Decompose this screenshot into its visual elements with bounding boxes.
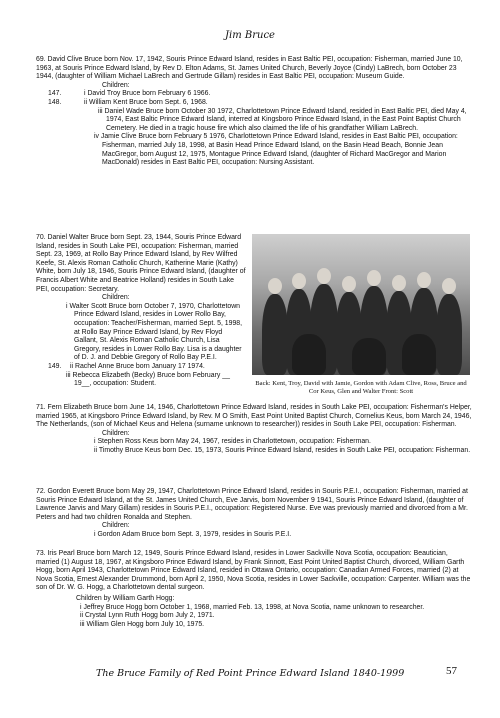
child-text: ii Timothy Bruce Keus born Dec. 15, 1973, Souris Prince Edward Island, resides in South Lake PEI, occupation: Fisherman. [94, 446, 471, 454]
page-header: Jim Bruce [225, 30, 275, 41]
child-number: 147. [48, 90, 62, 98]
child-text: iii William Glen Hogg born July 10, 1975. [80, 620, 205, 628]
children-label: Children: [102, 522, 130, 530]
child-line [36, 363, 246, 372]
child-text: i Jeffrey Bruce Hogg born October 1, 1968, married Feb. 13, 1998, at Nova Scotia, name unknown to researcher. [80, 603, 425, 611]
child-text: i Walter Scott Bruce born October 7, 1970, Charlottetown Prince Edward Island, resides in Lower Rollo Bay, occupation: Teacher/Fisherman, married Sept. 5, 1998, at Rollo Bay Prince Edward Island, by Rev Floyd Gallant, St. Alexis Roman Catholic Church, Lisa Gregory, resides in Lower Rollo Bay. Lisa is a daughter of D. J. and Debbie Gregory of Rollo Bay P.E.I. [66, 302, 243, 362]
child-text: ii Rachel Anne Bruce born January 17 1974. [70, 362, 205, 370]
child-number: 148. [48, 98, 62, 106]
entry-71 [36, 404, 472, 456]
entry-69-intro: 69. David Clive Bruce born Nov. 17, 1942, Souris Prince Edward Island, resides in East Baltic PEI, occupation: Fisherman, married June 10, 1963, at Souris Prince Edward Island, by Rev D. Elton Adams, St. James United Church, Beverly Joyce (Cindy) LaBrech, born October 23 1944, (daughter of William Michael LaBrech and Gertrude Gillam) resides in East Baltic PEI, occupation: Museum Guide. [36, 56, 463, 81]
entry-73-intro: 73. Iris Pearl Bruce born March 12, 1949, Souris Prince Edward Island, resides in Lower Sackville Nova Scotia, occupation: Beautician, married (1) August 18, 1967, at Kingsboro Prince Edward Island, by Frank Sinnott, East Point United Baptist Church, divorced, William Garth Hogg, born April 1943, Charlottetown Prince Edward Island, resided in Ottawa Ontario, occupation: Canadian Armed Forces, married (2) at Nova Scotia, Ernest Alexander Drummond, born April 2, 1950, Nova Scotia, resides in Lower Sackville, occupation: Carpenter. William was the son of Dr. W. G. Hogg, a Charlottetown dental surgeon. [36, 550, 471, 592]
children-label: Children: [102, 429, 130, 437]
child-text: ii William Kent Bruce born Sept. 6, 1968. [84, 98, 208, 106]
footer-title: The Bruce Family of Red Point Prince Edward Island 1840-1999 [96, 668, 405, 679]
page-number: 57 [446, 665, 457, 677]
child-line [36, 99, 472, 108]
child-line [36, 90, 472, 99]
photo-caption: Back: Kent, Troy, David with Jamie, Gordon with Adam Clive, Ross, Bruce and Cor Keus, Glen and Walter Front: Scott [255, 380, 467, 396]
child-text: i Gordon Adam Bruce born Sept. 3, 1979, resides in Souris P.E.I. [94, 530, 292, 538]
children-label: Children: [102, 81, 130, 89]
child-text: ii Crystal Lynn Ruth Hogg born July 2, 1971. [80, 612, 215, 620]
entry-72 [36, 488, 472, 540]
child-text: iii Rebecca Elizabeth (Becky) Bruce born February __ 19__, occupation: Student. [66, 371, 230, 388]
entry-72-intro: 72. Gordon Everett Bruce born May 29, 1947, Charlottetown Prince Edward Island, resides in Souris P.E.I., occupation: Fisherman, married at Souris Prince Edward Island, at the St. James United Church, Eve Jarvis, born November 9 1941, Souris Prince Edward Island, (daughter of Lawrence Jarvis and Mary Gillam) resides in Souris P.E.I., occupation: Registered Nurse. Eve was previously married and divorced from a Mr. Peters and had two children Ronalda and Stephen. [36, 488, 468, 521]
entry-70 [36, 234, 246, 389]
entry-69 [36, 56, 472, 168]
child-text: i David Troy Bruce born February 6 1966. [84, 90, 211, 98]
family-photo [252, 234, 470, 375]
entry-73 [36, 550, 472, 629]
child-text: iii Daniel Wade Bruce born October 30 1972, Charlottetown Prince Edward Island, resided in East Baltic PEI, died May 4, 1974, East Baltic Prince Edward Island, interred at Kingsboro Prince Edward Island, in the East Point Baptist Church Cemetery. He died in a tragic house fire which also claimed the life of his grandfather William LaBrech. [98, 107, 467, 132]
child-number: 149. [48, 362, 62, 370]
entry-70-intro: 70. Daniel Walter Bruce born Sept. 23, 1944, Souris Prince Edward Island, resides in South Lake PEI, occupation: Fisherman, married Sept. 23, 1969, at Rollo Bay Prince Edward Island, by Rev Wilfred Keefe, St. Alexis Roman Catholic Church, Katherine Marie (Kathy) White, born July 18, 1946, Souris Prince Edward Island, (daughter of Francis Albert White and Beatrice Holland) resides in South Lake PEI, occupation: Secretary. [36, 234, 246, 293]
children-label: Children: [102, 294, 130, 302]
entry-71-intro: 71. Fern Elizabeth Bruce born June 14, 1946, Charlottetown Prince Edward Island, resides in South Lake PEI, occupation: Fisherman's Helper, married 1965, at Kingsboro Prince Edward Island, by Rev. M O Smith, East Point United Baptist Church, Cornelius Keus, born March 24, 1946, The Netherlands, (son of Michael Keus and Helena (surname unknown to researcher)) resides in South Lake PEI, occupation: Fisherman. [36, 404, 472, 429]
children-label: Children by William Garth Hogg: [76, 594, 175, 602]
child-text: iv Jamie Clive Bruce born February 5 1976, Charlottetown Prince Edward Island, resides in East Baltic PEI, occupation: Fisherman, married July 18, 1998, at Basin Head Prince Edward Island, on the Basin Head Beach, Bonnie Jean MacGregor, born August 12, 1975, Montague Prince Edward Island, (daughter of Richard MacGregor and Marion MacDonald) resides in East Baltic PEI, occupation: Nursing Assistant. [94, 133, 458, 167]
child-text: i Stephen Ross Keus born May 24, 1967, resides in Charlottetown, occupation: Fisherman. [94, 438, 371, 446]
